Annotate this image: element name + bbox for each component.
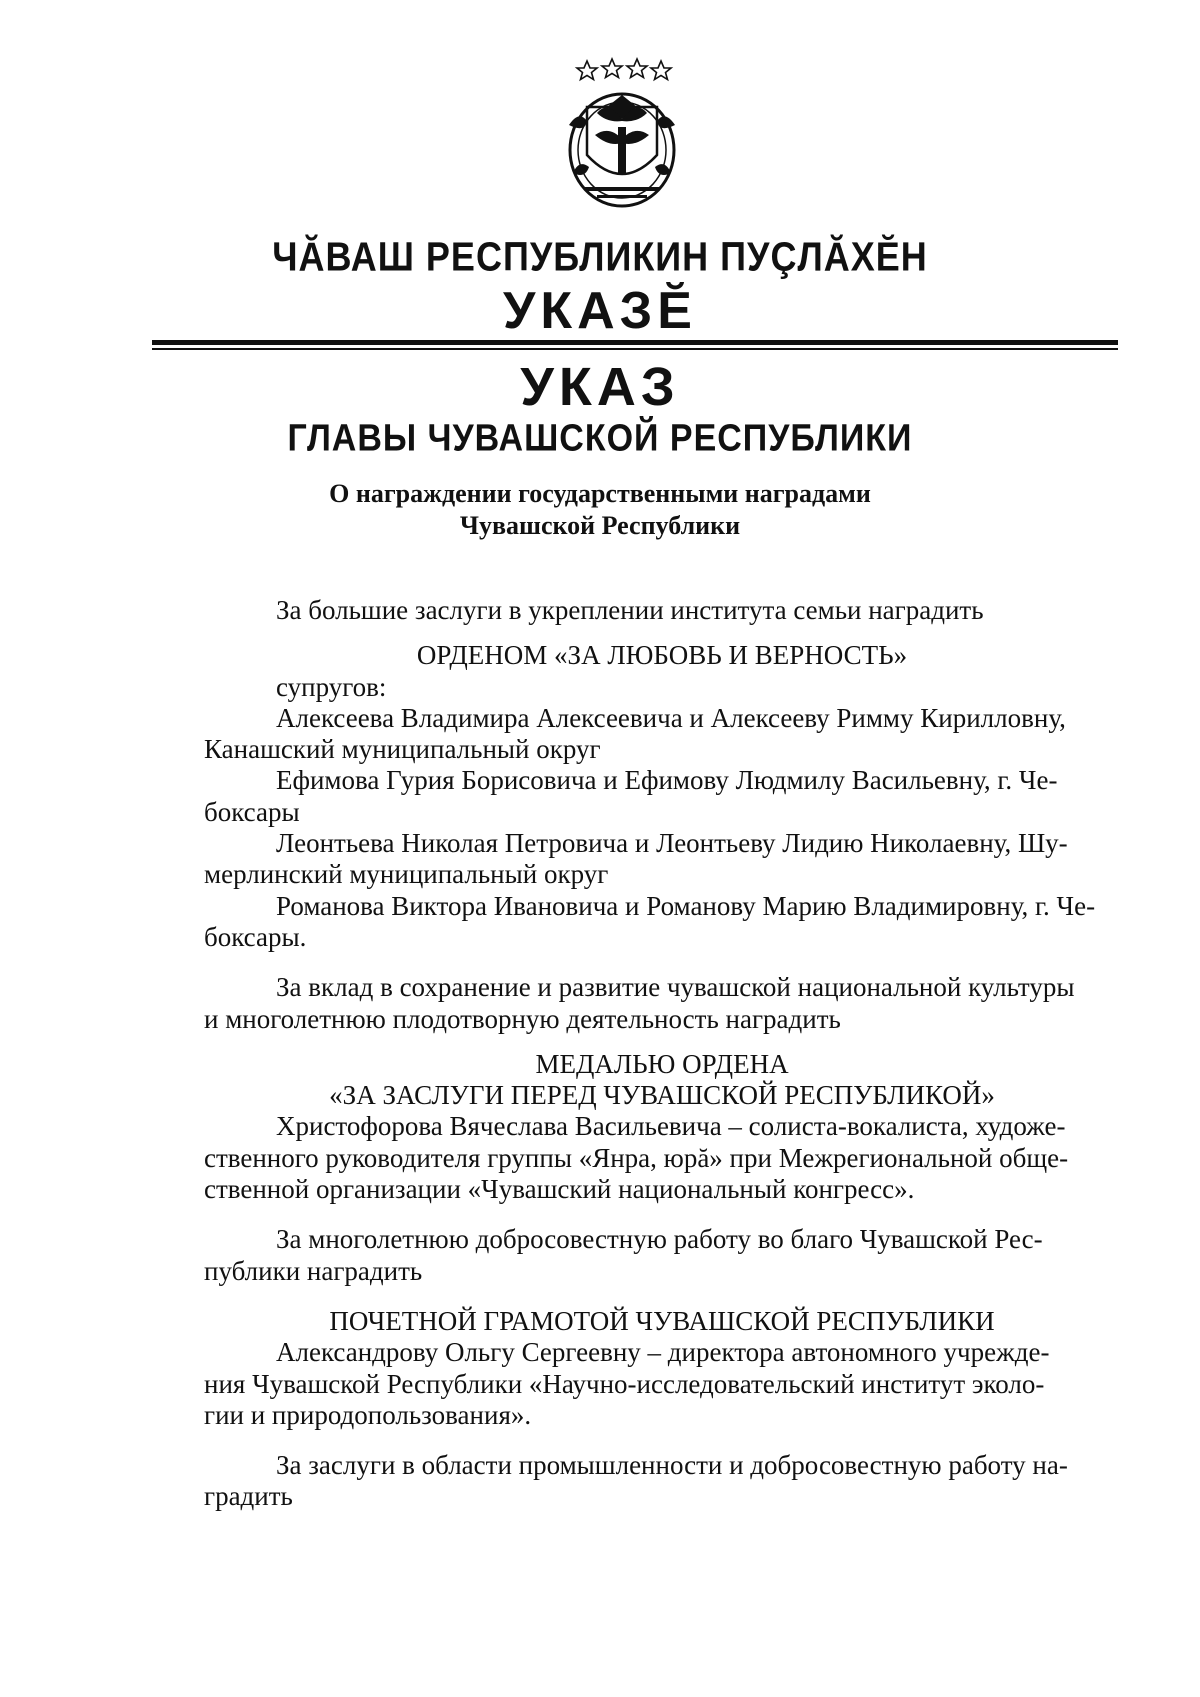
section2-intro-b: и многолетнюю плодотворную деятельность наградить [204, 1003, 841, 1034]
award-honorary-diploma: ПОЧЕТНОЙ ГРАМОТОЙ ЧУВАШСКОЙ РЕСПУБЛИКИ [329, 1305, 995, 1336]
recipient-3-line-b: мерлинский муниципальный округ [204, 859, 609, 890]
recipients-label: супругов: [276, 671, 387, 702]
divider-thick [152, 340, 1118, 345]
section3-recipient-b: ния Чувашской Республики «Научно-исследовательский институт эколо- [204, 1368, 1045, 1399]
recipient-4-line-a: Романова Виктора Ивановича и Романову Марию Владимировну, г. Че- [276, 890, 1096, 921]
chuvash-ukaze-heading: УКАЗĔ [503, 282, 697, 340]
decree-subject [0, 478, 1200, 542]
section2-recipient-b: ственного руководителя группы «Янра, юрă» при Межрегиональной обще- [204, 1142, 1069, 1173]
section2-recipient-c: ственной организации «Чувашский национальный конгресс». [204, 1174, 915, 1205]
chuvash-title: ЧĂВАШ РЕСПУБЛИКИН ПУÇЛĂХĔН [272, 233, 928, 280]
section1-intro: За большие заслуги в укреплении института семьи наградить [276, 595, 984, 625]
divider-thin [152, 348, 1118, 350]
section2-intro-a: За вклад в сохранение и развитие чувашской национальной культуры [276, 972, 1075, 1003]
recipient-3-line-a: Леонтьева Николая Петровича и Леонтьеву Лидию Николаевну, Шу- [276, 828, 1068, 859]
russian-title: ГЛАВЫ ЧУВАШСКОЙ РЕСПУБЛИКИ [287, 416, 913, 460]
subject-line-1: О награждении государственными наградами [329, 479, 871, 508]
section3-intro-b: публики наградить [204, 1255, 423, 1286]
section3-intro-a: За многолетнюю добросовестную работу во благо Чувашской Рес- [276, 1224, 1043, 1255]
award-order-love-fidelity: ОРДЕНОМ «ЗА ЛЮБОВЬ И ВЕРНОСТЬ» [416, 640, 908, 671]
ukaz-heading: УКАЗ [520, 357, 680, 417]
recipient-1-line-b: Канашский муниципальный округ [204, 734, 601, 765]
recipient-4-line-b: боксары. [204, 921, 307, 952]
section4-intro-a: За заслуги в области промышленности и добросовестную работу на- [276, 1450, 1068, 1481]
recipient-1-line-a: Алексеева Владимира Алексеевича и Алексееву Римму Кирилловну, [276, 702, 1066, 733]
section2-recipient-a: Христофорова Вячеслава Васильевича – солиста-вокалиста, художе- [276, 1111, 1066, 1142]
recipient-2-line-b: боксары [204, 796, 300, 827]
recipient-2-line-a: Ефимова Гурия Борисовича и Ефимову Людмилу Васильевну, г. Че- [276, 765, 1058, 796]
decree-body [204, 595, 1120, 1513]
section3-recipient-c: гии и природопользования». [204, 1399, 532, 1430]
coat-of-arms-icon [557, 55, 687, 210]
award-medal-line-2: «ЗА ЗАСЛУГИ ПЕРЕД ЧУВАШСКОЙ РЕСПУБЛИКОЙ» [329, 1080, 995, 1111]
award-medal-line-1: МЕДАЛЬЮ ОРДЕНА [535, 1048, 789, 1079]
subject-line-2: Чувашской Республики [459, 511, 741, 540]
section3-recipient-a: Александрову Ольгу Сергеевну – директора автономного учрежде- [276, 1337, 1050, 1368]
section4-intro-b: градить [204, 1481, 293, 1512]
